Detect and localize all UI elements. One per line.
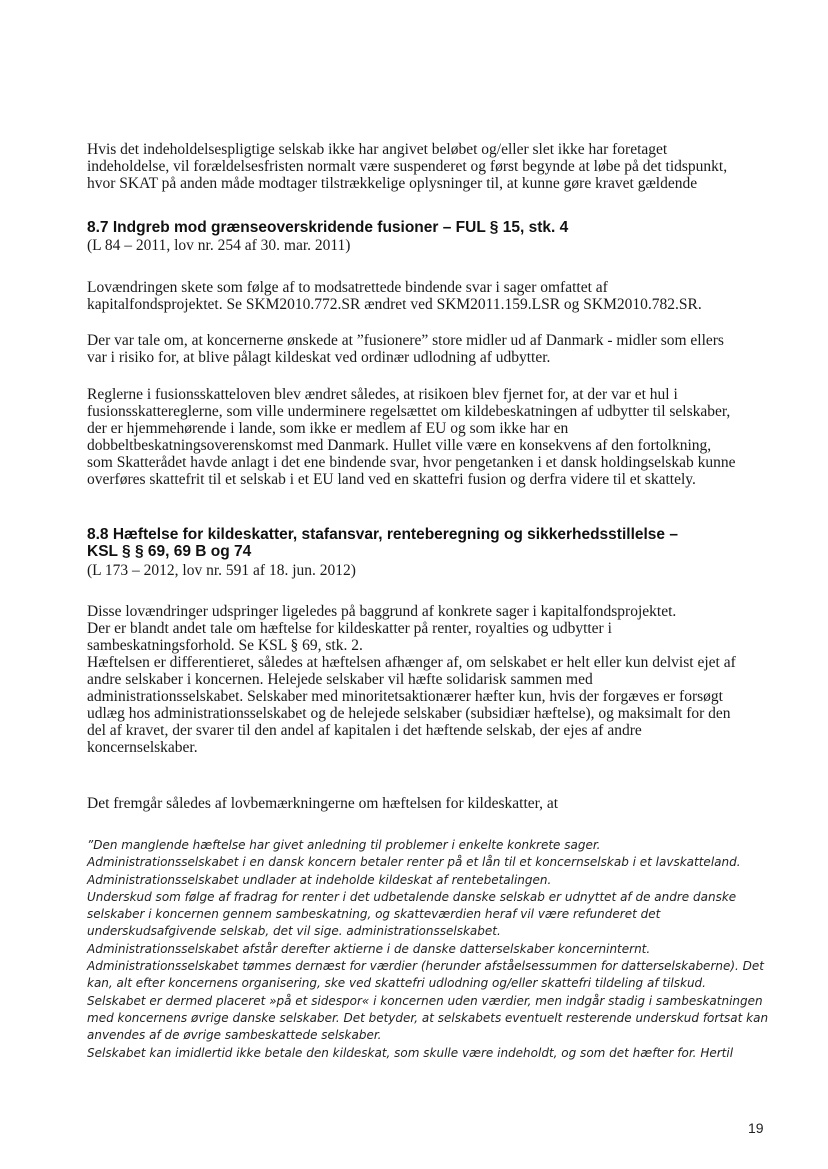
paragraph-8-8-1 — [87, 603, 777, 756]
text-line: Disse lovændringer udspringer ligeledes på baggrund af konkrete sager i kapitalfondsprojektet. — [87, 603, 677, 620]
quoted-remarks — [87, 837, 777, 1062]
quote-line: anvendes af de øvrige sambeskattede selskaber. — [87, 1028, 382, 1043]
text-line: Hæftelsen er differentieret, således at hæftelsen afhænger af, om selskabet er helt eller kun delvist ejet af — [87, 654, 736, 671]
text-line: koncernselskaber. — [87, 739, 198, 756]
paragraph-8-7-1 — [87, 279, 777, 313]
text-line: var i risiko for, at blive pålagt kildeskat ved ordinær udlodning af udbytter. — [87, 349, 551, 366]
page-number: 19 — [748, 1120, 764, 1136]
text-line: andre selskaber i koncernen. Helejede selskaber vil hæfte solidarisk sammen med — [87, 671, 593, 688]
text-line: dobbeltbeskatningsoverenskomst med Danmark. Hullet ville være en konsekvens af den fortolkning, — [87, 437, 712, 454]
quote-line: Underskud som følge af fradrag for renter i det udbetalende danske selskab er udnyttet af de andre danske — [87, 889, 737, 904]
text-line: hvor SKAT på anden måde modtager tilstrækkelige oplysninger til, at kunne gøre kravet gældende — [87, 175, 698, 192]
text-line: fusionsskattereglerne, som ville underminere regelsættet om kildebeskatningen af udbytter til selskaber, — [87, 403, 731, 420]
quote-line: Selskabet kan imidlertid ikke betale den kildeskat, som skulle være indeholdt, og som det hæfter for. Hertil — [87, 1045, 734, 1060]
section-heading-8-8 — [87, 526, 777, 560]
text-line: som Skatterådet havde anlagt i det ene bindende svar, hvor pengetanken i et dansk holdingselskab kunne — [87, 454, 736, 471]
quote-line: Administrationsselskabet tømmes dernæst for værdier (herunder afståelsessummen for datterselskaberne). Det — [87, 959, 765, 974]
quote-line: kan, alt efter koncernens organisering, ske ved skattefri udlodning og/eller skattefri tildeling af tilskud. — [87, 976, 706, 991]
text-line: del af kravet, der svarer til den andel af kapitalen i det hæftende selskab, der ejes af andre — [87, 722, 642, 739]
text-line: der er hjemmehørende i lande, som ikke er medlem af EU og som ikke har en — [87, 420, 569, 437]
quote-line: med koncernens øvrige danske selskaber. Det betyder, at selskabets eventuelt resterende underskud fortsat kan — [87, 1010, 769, 1025]
text-line: Der var tale om, at koncernerne ønskede at ”fusionere” store midler ud af Danmark - midler som ellers — [87, 332, 724, 349]
quote-line: ”Den manglende hæftelse har givet anledning til problemer i enkelte konkrete sager. — [87, 838, 601, 852]
section-reference-8-8: (L 173 – 2012, lov nr. 591 af 18. jun. 2012) — [87, 562, 356, 579]
quote-line: selskaber i koncernen gennem sambeskatning, og skatteværdien heraf vil være refunderet det — [87, 907, 661, 922]
quote-line: Selskabet er dermed placeret »på et sidespor« i koncernen uden værdier, men indgår stadig i sambeskatningen — [87, 993, 763, 1008]
text-line: indeholdelse, vil forældelsesfristen normalt være suspenderet og først begynde at løbe på det tidspunkt, — [87, 158, 728, 175]
text-line: Lovændringen skete som følge af to modsatrettede bindende svar i sager omfattet af — [87, 279, 608, 296]
section-heading-8-7: 8.7 Indgreb mod grænseoverskridende fusioner – FUL § 15, stk. 4 — [87, 219, 569, 236]
quote-line: Administrationsselskabet i en dansk koncern betaler renter på et lån til et koncernselskab i et lavskatteland. — [87, 855, 741, 870]
text-line: kapitalfondsprojektet. Se SKM2010.772.SR ændret ved SKM2011.159.LSR og SKM2010.782.SR. — [87, 296, 702, 313]
intro-paragraph — [87, 141, 777, 192]
quote-line: Administrationsselskabet undlader at indeholde kildeskat af rentebetalingen. — [87, 872, 552, 887]
text-line: overføres skattefrit til et selskab i et EU land ved en skattefri fusion og derfra videre til et skattely. — [87, 471, 696, 488]
quote-line: Administrationsselskabet afstår derefter aktierne i de danske datterselskaber koncerninternt. — [87, 941, 651, 956]
paragraph-8-7-2 — [87, 332, 777, 366]
text-line: Reglerne i fusionsskatteloven blev ændret således, at risikoen blev fjernet for, at der var et hul i — [87, 386, 678, 403]
heading-line: KSL § § 69, 69 B og 74 — [87, 543, 252, 560]
paragraph-8-7-3 — [87, 386, 777, 488]
text-line: sambeskatningsforhold. Se KSL § 69, stk. 2. — [87, 637, 363, 654]
text-line: Det fremgår således af lovbemærkningerne om hæftelsen for kildeskatter, at — [87, 795, 559, 812]
quote-line: underskudsafgivende selskab, det vil sige. administrationsselskabet. — [87, 924, 501, 939]
text-line: administrationsselskabet. Selskaber med minoritetsaktionærer hæfter kun, hvis der forgæves er forsøgt — [87, 688, 723, 705]
heading-line: 8.8 Hæftelse for kildeskatter, stafansvar, renteberegning og sikkerhedsstillelse – — [87, 526, 678, 543]
text-line: Der er blandt andet tale om hæftelse for kildeskatter på renter, royalties og udbytter i — [87, 620, 612, 637]
text-line: udlæg hos administrationsselskabet og de helejede selskaber (subsidiær hæftelse), og maksimalt for den — [87, 705, 731, 722]
paragraph-8-8-2 — [87, 795, 777, 812]
text-line: Hvis det indeholdelsespligtige selskab ikke har angivet beløbet og/eller slet ikke har foretaget — [87, 141, 668, 158]
section-reference-8-7: (L 84 – 2011, lov nr. 254 af 30. mar. 2011) — [87, 237, 351, 254]
